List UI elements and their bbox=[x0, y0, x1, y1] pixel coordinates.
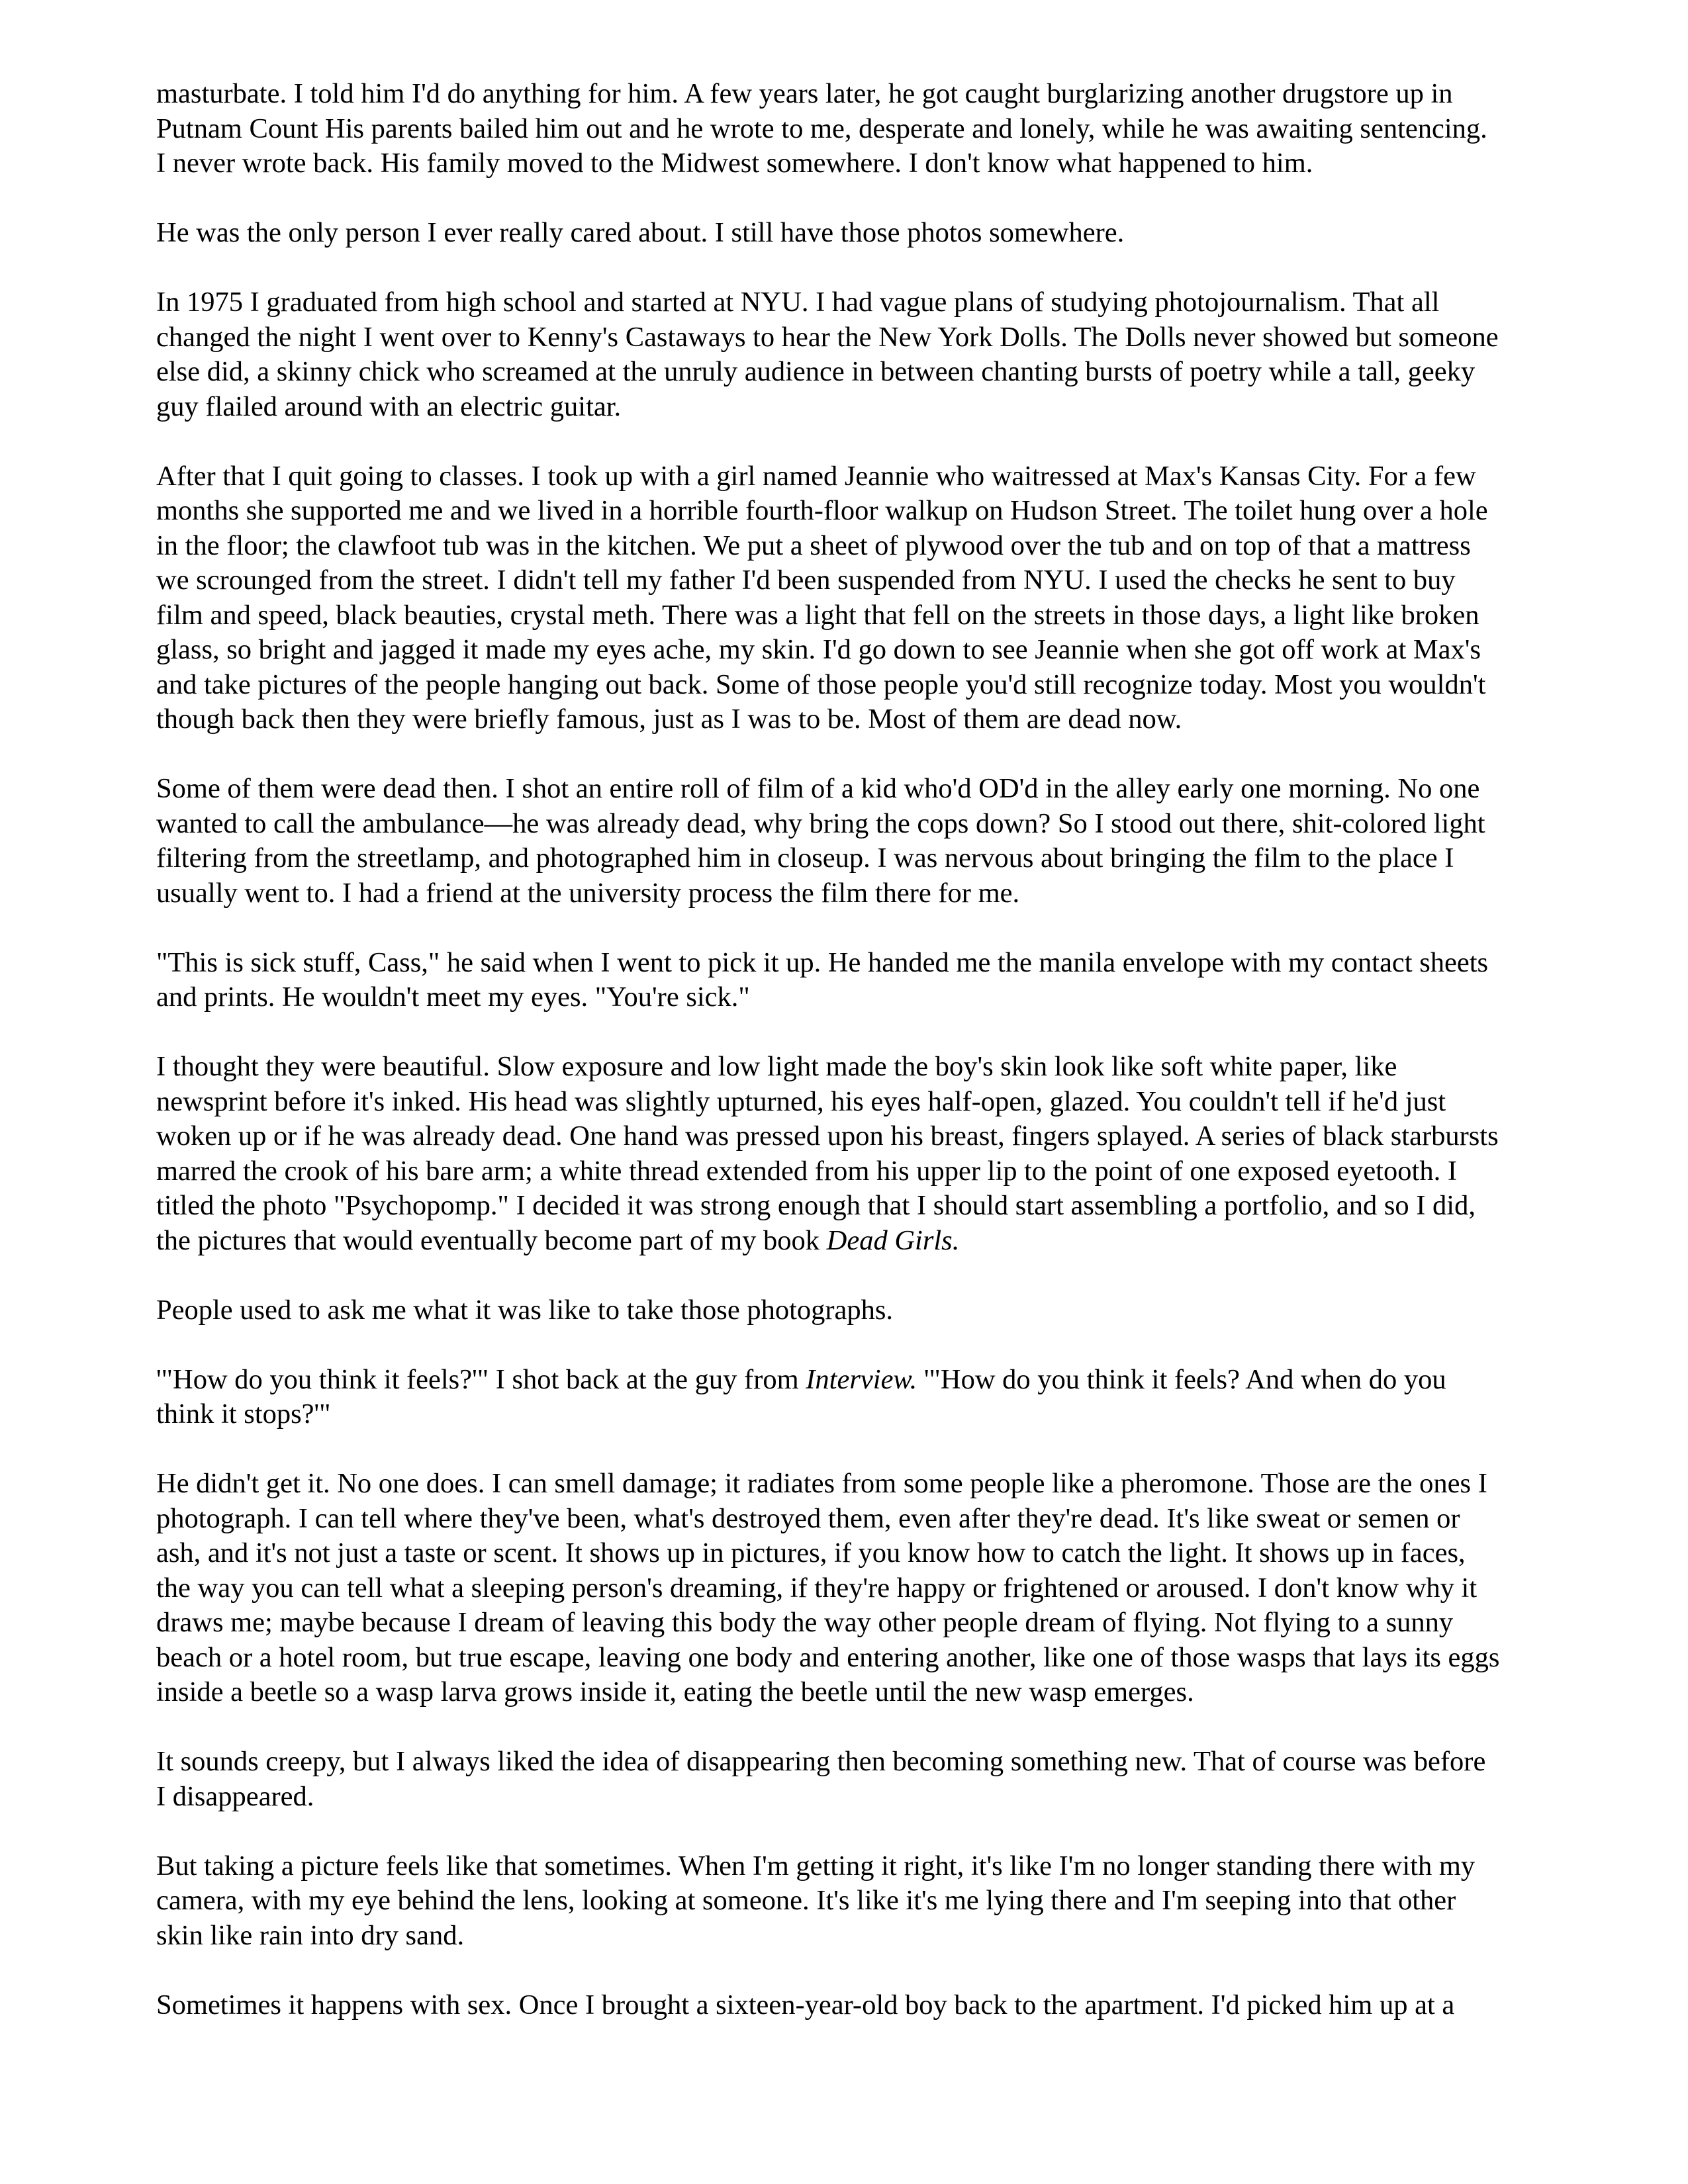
text-line: It sounds creepy, but I always liked the idea of disappearing then becoming something new. That of course was before bbox=[156, 1746, 1486, 1777]
text-line: inside a beetle so a wasp larva grows inside it, eating the beetle until the new wasp emerges. bbox=[156, 1676, 1194, 1707]
text-line: People used to ask me what it was like to take those photographs. bbox=[156, 1294, 894, 1326]
text-line: He was the only person I ever really cared about. I still have those photos somewhere. bbox=[156, 217, 1125, 248]
text-line: But taking a picture feels like that sometimes. When I'm getting it right, it's like I'm no longer standing there with my bbox=[156, 1850, 1476, 1882]
text-line: else did, a skinny chick who screamed at the unruly audience in between chanting bursts of poetry while a tall, geeky bbox=[156, 356, 1476, 387]
text-line: woken up or if he was already dead. One hand was pressed upon his breast, fingers splayed. A series of black starbursts bbox=[156, 1120, 1499, 1152]
text-line: Sometimes it happens with sex. Once I brought a sixteen-year-old boy back to the apartment. I'd picked him up at a bbox=[156, 1989, 1455, 2021]
text-line: though back then they were briefly famous, just as I was to be. Most of them are dead now. bbox=[156, 704, 1182, 735]
text-line: masturbate. I told him I'd do anything for him. A few years later, he got caught burglarizing another drugstore up in bbox=[156, 78, 1453, 109]
paragraph bbox=[156, 772, 1613, 911]
paragraph bbox=[156, 1293, 1613, 1328]
text-line: think it stops?'" bbox=[156, 1398, 331, 1430]
text-line: filtering from the streetlamp, and photographed him in closeup. I was nervous about bringing the film to the place I bbox=[156, 842, 1454, 874]
text-line: I thought they were beautiful. Slow exposure and low light made the boy's skin look like soft white paper, like bbox=[156, 1051, 1397, 1082]
text-line bbox=[156, 1224, 1613, 1259]
text-line: glass, so bright and jagged it made my eyes ache, my skin. I'd go down to see Jeannie when she got off work at Max's bbox=[156, 634, 1481, 665]
paragraph bbox=[156, 77, 1613, 181]
text-line: draws me; maybe because I dream of leaving this body the way other people dream of flying. Not flying to a sunny bbox=[156, 1607, 1454, 1638]
text-line: marred the crook of his bare arm; a white thread extended from his upper lip to the point of one exposed eyetooth. I bbox=[156, 1155, 1458, 1187]
text-line: and prints. He wouldn't meet my eyes. "You're sick." bbox=[156, 981, 750, 1013]
text-line: usually went to. I had a friend at the university process the film there for me. bbox=[156, 877, 1020, 909]
text-line: In 1975 I graduated from high school and started at NYU. I had vague plans of studying photojournalism. That all bbox=[156, 287, 1440, 318]
text-line: "This is sick stuff, Cass," he said when I went to pick it up. He handed me the manila envelope with my contact sheets bbox=[156, 946, 1489, 978]
text-line: I never wrote back. His family moved to the Midwest somewhere. I don't know what happened to him. bbox=[156, 148, 1313, 179]
text-line: the way you can tell what a sleeping person's dreaming, if they're happy or frightened or aroused. I don't know why it bbox=[156, 1572, 1477, 1604]
text-line: I disappeared. bbox=[156, 1780, 314, 1812]
paragraph bbox=[156, 1050, 1613, 1258]
text-line: photograph. I can tell where they've been, what's destroyed them, even after they're dead. It's like sweat or semen or bbox=[156, 1502, 1460, 1534]
text-run: '"How do you think it feels? And when do you bbox=[917, 1363, 1446, 1395]
text-line: film and speed, black beauties, crystal meth. There was a light that fell on the streets in those days, a light like broken bbox=[156, 599, 1479, 631]
text-line bbox=[156, 1363, 1613, 1398]
paragraph bbox=[156, 946, 1613, 1015]
text-line: skin like rain into dry sand. bbox=[156, 1919, 465, 1951]
paragraph bbox=[156, 1745, 1613, 1814]
text-line: After that I quit going to classes. I took up with a girl named Jeannie who waitressed at Max's Kansas City. For a few bbox=[156, 460, 1476, 492]
text-line: we scrounged from the street. I didn't tell my father I'd been suspended from NYU. I used the checks he sent to buy bbox=[156, 565, 1456, 596]
paragraph bbox=[156, 1467, 1613, 1710]
paragraph bbox=[156, 1363, 1613, 1432]
text-run: '"How do you think it feels?'" I shot back at the guy from bbox=[156, 1363, 806, 1395]
text-line: months she supported me and we lived in a horrible fourth-floor walkup on Hudson Street. The toilet hung over a hole bbox=[156, 495, 1488, 526]
text-run: the pictures that would eventually become part of my book bbox=[156, 1224, 827, 1256]
text-line: He didn't get it. No one does. I can smell damage; it radiates from some people like a pheromone. Those are the ones I bbox=[156, 1468, 1487, 1499]
text-line: changed the night I went over to Kenny's Castaways to hear the New York Dolls. The Dolls never showed but someone bbox=[156, 321, 1499, 353]
paragraph bbox=[156, 1988, 1613, 2023]
paragraph bbox=[156, 459, 1613, 737]
italic-title: Dead Girls. bbox=[826, 1224, 960, 1256]
text-line: newsprint before it's inked. His head was slightly upturned, his eyes half-open, glazed. You couldn't tell if he'd just bbox=[156, 1085, 1446, 1117]
text-line: ash, and it's not just a taste or scent. It shows up in pictures, if you know how to catch the light. It shows up in faces, bbox=[156, 1537, 1466, 1569]
text-line: Some of them were dead then. I shot an entire roll of film of a kid who'd OD'd in the alley early one morning. No one bbox=[156, 773, 1480, 804]
text-line: camera, with my eye behind the lens, looking at someone. It's like it's me lying there and I'm seeping into that other bbox=[156, 1885, 1456, 1916]
text-line: Putnam Count His parents bailed him out and he wrote to me, desperate and lonely, while he was awaiting sentencing. bbox=[156, 113, 1487, 144]
text-line: and take pictures of the people hanging out back. Some of those people you'd still recognize today. Most you wouldn't bbox=[156, 668, 1486, 700]
paragraph bbox=[156, 1849, 1613, 1954]
text-line: beach or a hotel room, but true escape, leaving one body and entering another, like one of those wasps that lays its eggs bbox=[156, 1641, 1500, 1673]
text-line: wanted to call the ambulance—he was already dead, why bring the cops down? So I stood out there, shit-colored light bbox=[156, 807, 1485, 839]
text-line: guy flailed around with an electric guitar. bbox=[156, 390, 622, 422]
text-line: in the floor; the clawfoot tub was in the kitchen. We put a sheet of plywood over the tub and on top of that a mattress bbox=[156, 529, 1471, 561]
italic-title: Interview. bbox=[806, 1363, 917, 1395]
text-line: titled the photo "Psychopomp." I decided it was strong enough that I should start assembling a portfolio, and so I did, bbox=[156, 1190, 1476, 1221]
paragraph bbox=[156, 285, 1613, 424]
paragraph bbox=[156, 216, 1613, 251]
document-page bbox=[156, 77, 1613, 2023]
